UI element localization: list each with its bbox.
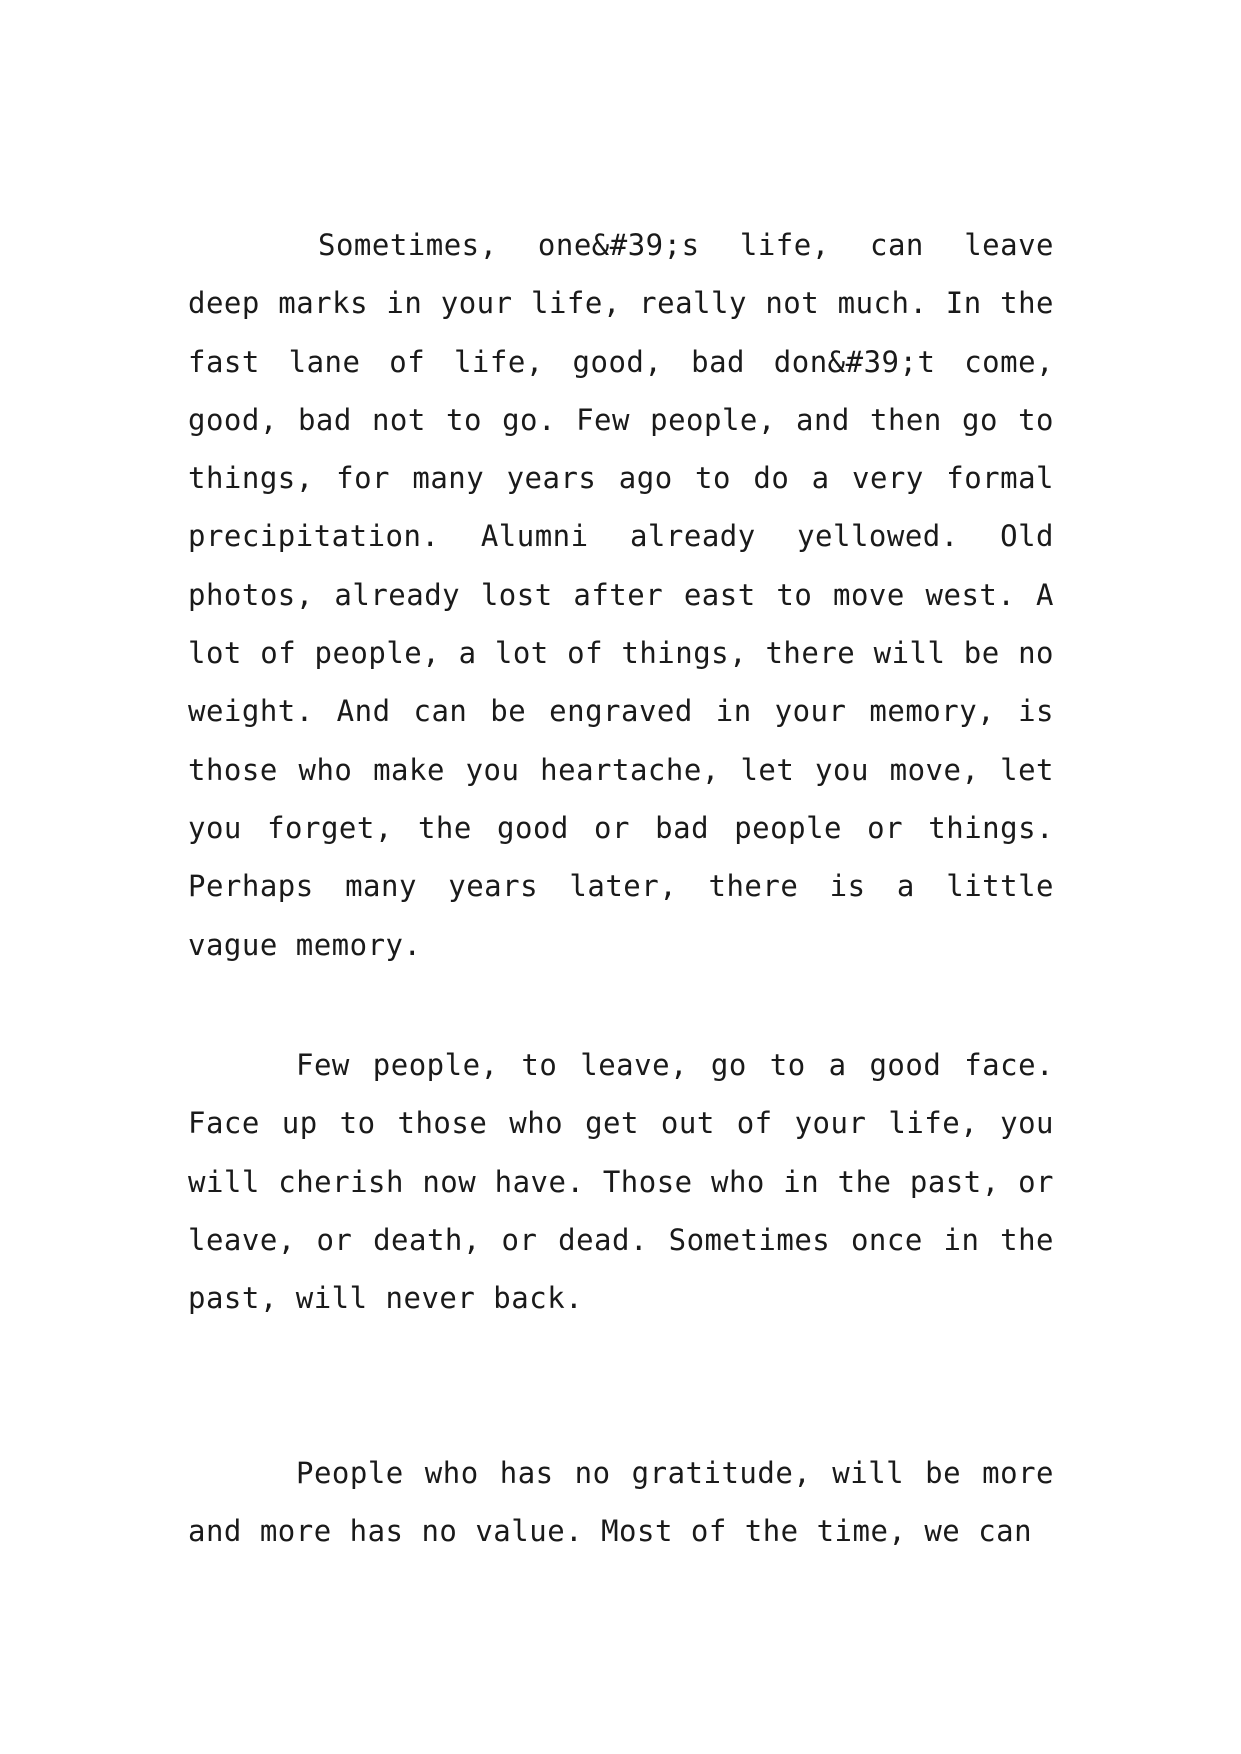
paragraph-2: Few people, to leave, go to a good face. Face up to those who get out of your life, you will cherish now have. Those who in the past, or leave, or death, or dead. Sometimes once in the past, will never back. bbox=[188, 1048, 1054, 1316]
paragraph-1: Sometimes, one&#39;s life, can leave deep marks in your life, really not much. In the fast lane of life, good, bad don&#39;t come, good, bad not to go. Few people, and then go to things, for many years ago to do a very formal precipitation. Alumni already yellowed. Old photos, already lost after east to move west. A lot of people, a lot of things, there will be no weight. And can be engraved in your memory, is those who make you heartache, let you move, let you forget, the good or bad people or things. Perhaps many years later, there is a little vague memory. bbox=[188, 228, 1054, 962]
paragraph-3: People who has no gratitude, will be more and more has no value. Most of the time, we can bbox=[188, 1456, 1054, 1549]
